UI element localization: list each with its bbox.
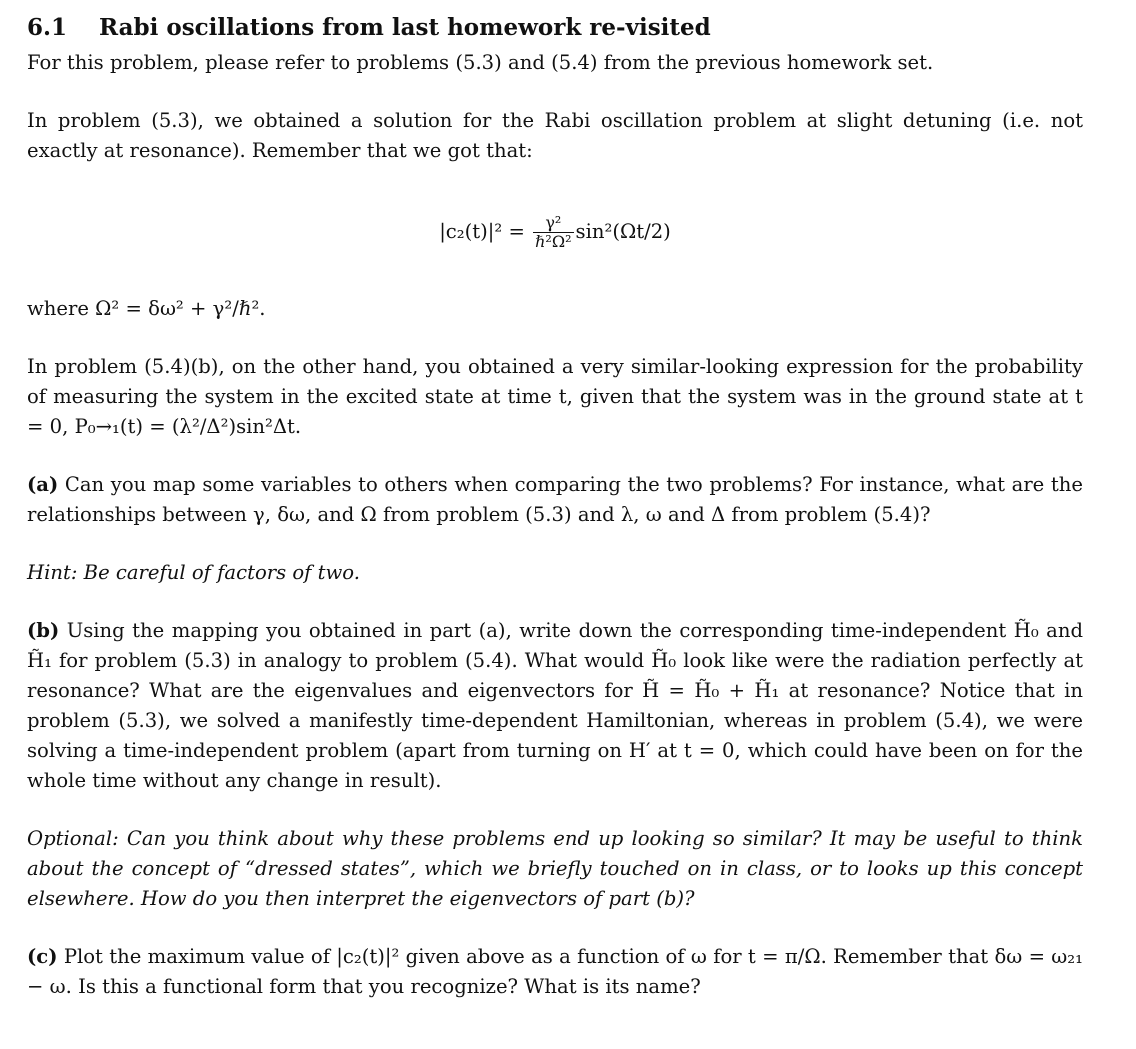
section-title-text: Rabi oscillations from last homework re-visited <box>99 14 711 41</box>
section-title <box>27 12 1083 44</box>
problem-page <box>27 12 1083 1002</box>
part-c-paragraph <box>27 942 1083 1002</box>
equation-fraction <box>533 214 573 251</box>
part-a-paragraph <box>27 470 1083 530</box>
fraction-numerator: γ² <box>533 214 573 233</box>
problem-54-paragraph: In problem (5.4)(b), on the other hand, you obtained a very similar-looking expression for the probability of measuring the system in the excited state at time t, given that the system was in the ground state at t = 0, P₀→₁(t) = (λ²/Δ²)sin²Δt. <box>27 355 1083 438</box>
part-b-label: (b) <box>27 619 60 642</box>
fraction-denominator: ℏ²Ω² <box>535 232 572 251</box>
rabi-equation <box>27 214 1083 262</box>
part-c-text: Plot the maximum value of |c₂(t)|² given above as a function of ω for t = π/Ω. Remember that δω = ω₂₁ − ω. Is this a functional form that you recognize? What is its name? <box>27 945 1083 998</box>
optional-paragraph: Optional: Can you think about why these problems end up looking so similar? It may be useful to think about the concept of “dressed states”, which we briefly touched on in class, or to looks up this concept elsewhere. How do you then interpret the eigenvectors of part (b)? <box>27 827 1083 910</box>
part-b-text: Using the mapping you obtained in part (a), write down the corresponding time-independent H̃₀ and H̃₁ for problem (5.3) in analogy to problem (5.4). What would H̃₀ look like were the radiation perfectly at resonance? What are the eigenvalues and eigenvectors for H̃ = H̃₀ + H̃₁ at resonance? Notice that in problem (5.3), we solved a manifestly time-dependent Hamiltonian, whereas in problem (5.4), we were solving a time-independent problem (apart from turning on H′ at t = 0, which could have been on for the whole time without any change in result). <box>27 619 1083 792</box>
section-number: 6.1 <box>27 14 68 41</box>
hint-paragraph: Hint: Be careful of factors of two. <box>27 561 360 584</box>
problem-53-paragraph: In problem (5.3), we obtained a solution for the Rabi oscillation problem at slight detuning (i.e. not exactly at resonance). Remember that we got that: <box>27 109 1083 162</box>
part-a-text: Can you map some variables to others when comparing the two problems? For instance, what are the relationships between γ, δω, and Ω from problem (5.3) and λ, ω and Δ from problem (5.4)? <box>27 473 1083 526</box>
part-b-paragraph <box>27 616 1083 796</box>
intro-paragraph: For this problem, please refer to problems (5.3) and (5.4) from the previous homework set. <box>27 51 934 74</box>
part-c-label: (c) <box>27 945 58 968</box>
part-a-label: (a) <box>27 473 59 496</box>
where-clause: where Ω² = δω² + γ²/ℏ². <box>27 297 266 320</box>
equation-rhs: sin²(Ωt/2) <box>575 220 671 243</box>
equation-lhs: |c₂(t)|² = <box>439 220 525 243</box>
